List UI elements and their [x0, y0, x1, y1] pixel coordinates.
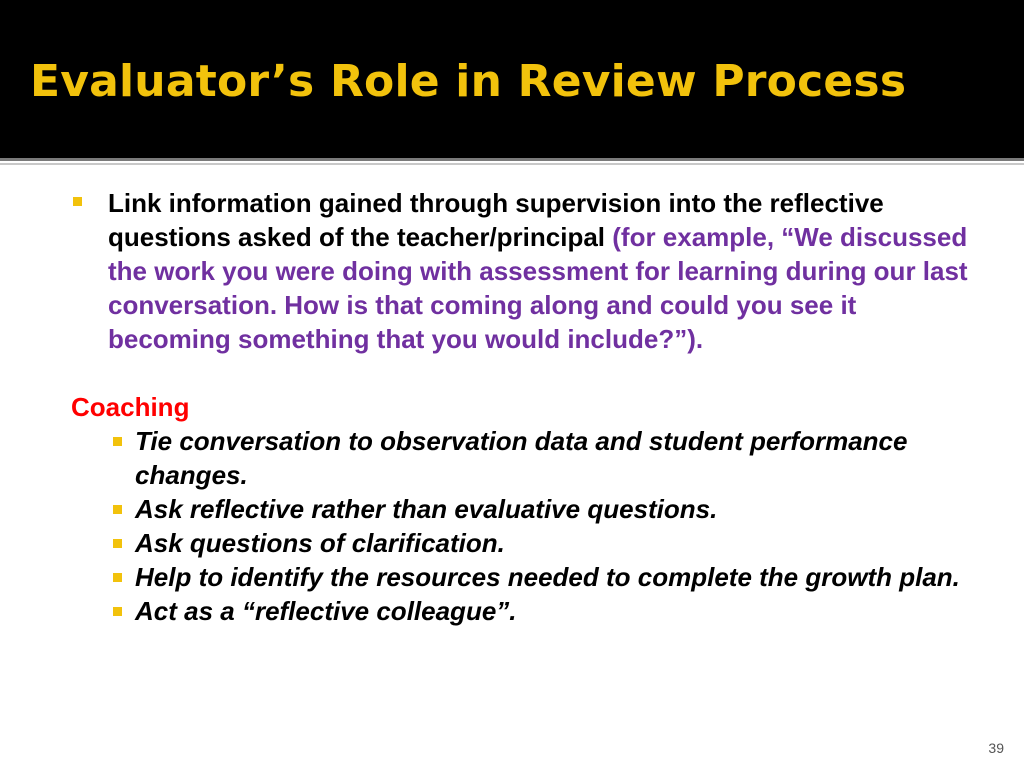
- coaching-heading: Coaching: [71, 392, 190, 422]
- coaching-item-text: Ask reflective rather than evaluative questions.: [135, 494, 718, 524]
- coaching-item-text: Help to identify the resources needed to complete the growth plan.: [135, 562, 960, 592]
- coaching-item-text: Tie conversation to observation data and student performance changes.: [135, 426, 908, 490]
- coaching-list-item: [0, 594, 1024, 628]
- main-bullet-example: (for example, “We discussed the work you were doing with assessment for learning during our last conversation. How is that coming along and could you see it becoming something that you would include?”).: [108, 222, 968, 354]
- square-bullet-icon: [113, 573, 122, 582]
- title-bar: [0, 0, 1024, 158]
- coaching-list-item: [0, 560, 1024, 594]
- square-bullet-icon: [113, 505, 122, 514]
- square-bullet-icon: [113, 539, 122, 548]
- coaching-item-text: Ask questions of clarification.: [135, 528, 505, 558]
- square-bullet-icon: [113, 607, 122, 616]
- coaching-list-item: [0, 492, 1024, 526]
- main-bullet-text: Link information gained through supervision into the reflective questions asked of the teacher/principal: [108, 188, 884, 252]
- coaching-list-item: [0, 424, 1024, 492]
- slide-title: Evaluator’s Role in Review Process: [30, 56, 907, 107]
- title-divider-light: [0, 163, 1024, 165]
- coaching-list: [0, 424, 1024, 628]
- coaching-item-text: Act as a “reflective colleague”.: [135, 596, 517, 626]
- slide-number: 39: [988, 740, 1004, 756]
- slide-body: [0, 186, 1024, 628]
- coaching-list-item: [0, 526, 1024, 560]
- title-divider-dark: [0, 158, 1024, 161]
- square-bullet-icon: [113, 437, 122, 446]
- main-bullet: [0, 186, 1024, 356]
- square-bullet-icon: [73, 197, 82, 206]
